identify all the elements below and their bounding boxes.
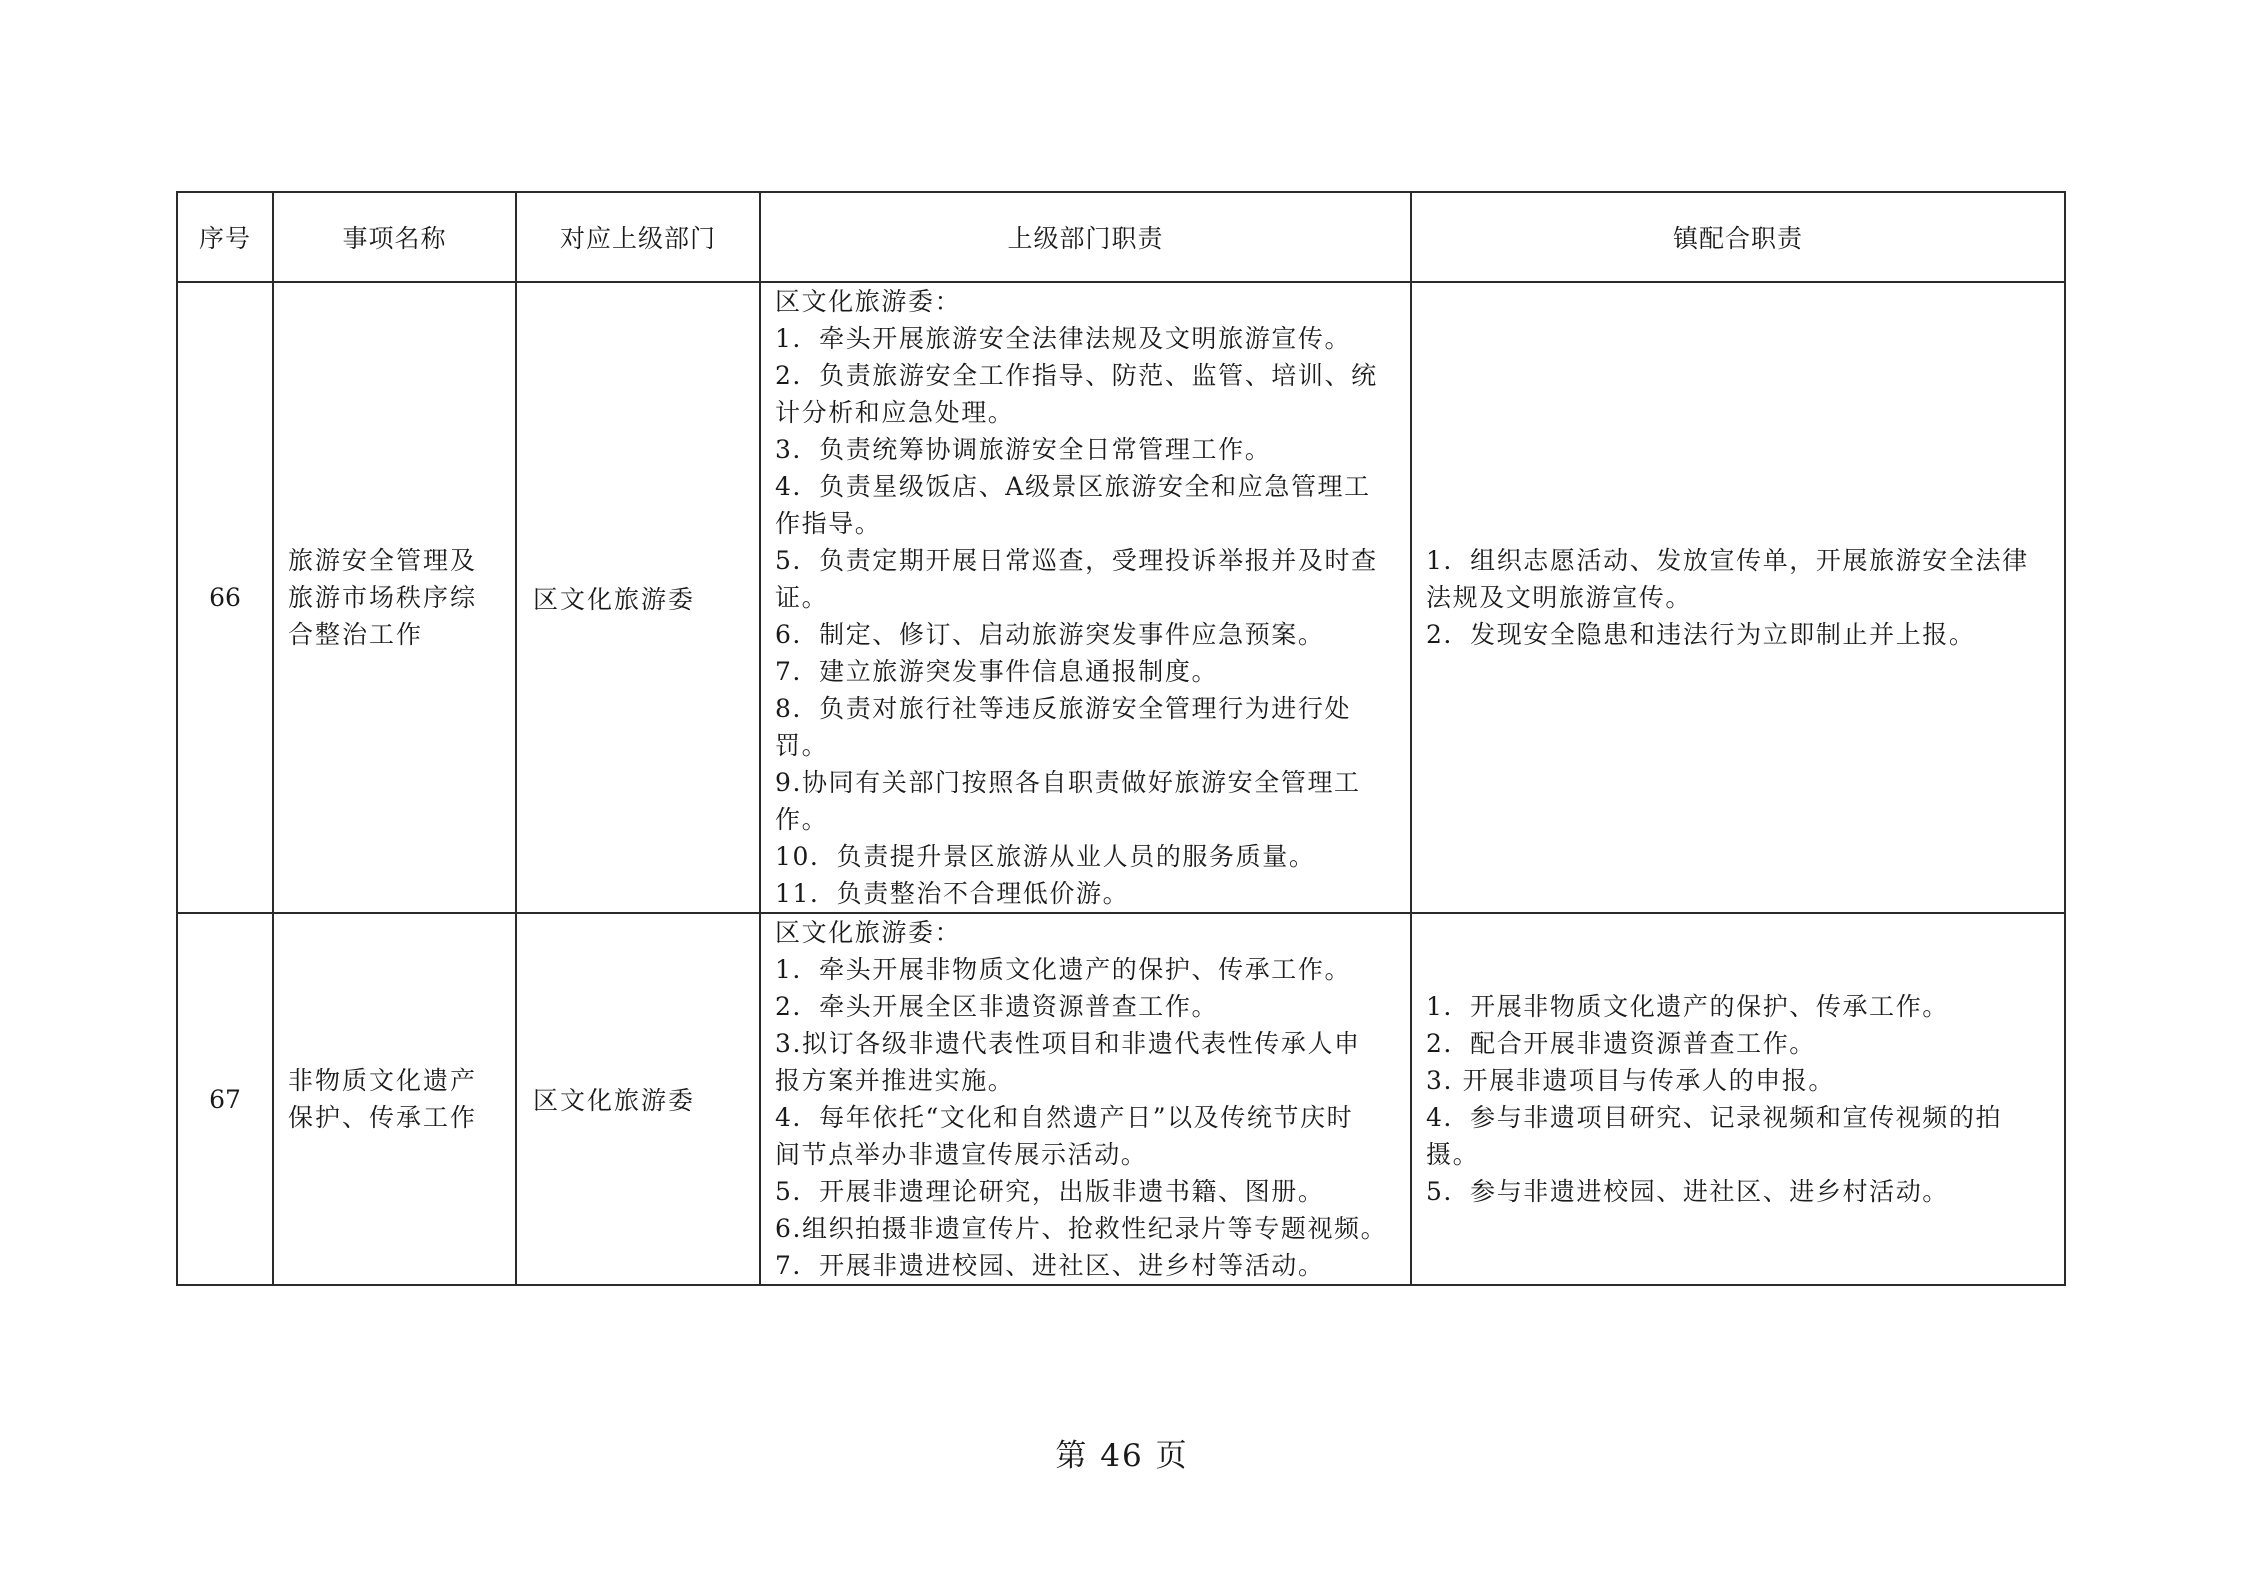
duty-line: 6．制定、修订、启动旅游突发事件应急预案。 <box>775 620 1325 649</box>
duty-line: 报方案并推进实施。 <box>775 1066 1015 1095</box>
page-number: 第 46 页 <box>1055 1438 1189 1474</box>
duty-line: 11．负责整治不合理低价游。 <box>775 879 1130 908</box>
table-row <box>177 282 2065 913</box>
item-name-line: 旅游市场秩序综 <box>288 583 478 612</box>
duty-line: 间节点举办非遗宣传展示活动。 <box>775 1140 1148 1169</box>
duty-line: 2．负责旅游安全工作指导、防范、监管、培训、统 <box>775 361 1378 390</box>
table-row <box>177 913 2065 1285</box>
header-upper-dept: 对应上级部门 <box>516 192 760 282</box>
duty-line: 7．开展非遗进校园、进社区、进乡村等活动。 <box>775 1251 1325 1280</box>
duty-line: 2．发现安全隐患和违法行为立即制止并上报。 <box>1426 620 1976 649</box>
duty-line: 9.协同有关部门按照各自职责做好旅游安全管理工 <box>775 768 1361 797</box>
row-seq: 66 <box>177 282 273 913</box>
duty-line: 4．参与非遗项目研究、记录视频和宣传视频的拍 <box>1426 1103 2003 1132</box>
row-upper-duties <box>760 282 1411 913</box>
header-upper-duties: 上级部门职责 <box>760 192 1411 282</box>
duty-line: 区文化旅游委： <box>775 287 962 316</box>
duty-line: 法规及文明旅游宣传。 <box>1426 583 1693 612</box>
row-town-duties <box>1411 282 2065 913</box>
item-name-line: 合整治工作 <box>288 620 424 649</box>
item-name-line: 保护、传承工作 <box>288 1103 478 1132</box>
duty-line: 1．开展非物质文化遗产的保护、传承工作。 <box>1426 992 1949 1021</box>
duty-table <box>176 191 2066 1286</box>
duty-line: 7．建立旅游突发事件信息通报制度。 <box>775 657 1219 686</box>
row-upper-duties <box>760 913 1411 1285</box>
item-name-line: 旅游安全管理及 <box>288 546 478 575</box>
duty-line: 1．牵头开展非物质文化遗产的保护、传承工作。 <box>775 955 1352 984</box>
duty-line: 10．负责提升景区旅游从业人员的服务质量。 <box>775 842 1316 871</box>
header-town-duties: 镇配合职责 <box>1411 192 2065 282</box>
duty-line: 1．牵头开展旅游安全法律法规及文明旅游宣传。 <box>775 324 1352 353</box>
duty-line: 1．组织志愿活动、发放宣传单，开展旅游安全法律 <box>1426 546 2029 575</box>
row-seq: 67 <box>177 913 273 1285</box>
duty-line: 3．负责统筹协调旅游安全日常管理工作。 <box>775 435 1272 464</box>
duty-line: 证。 <box>775 583 829 612</box>
duty-line: 3. 开展非遗项目与传承人的申报。 <box>1426 1066 1836 1095</box>
duty-line: 8．负责对旅行社等违反旅游安全管理行为进行处 <box>775 694 1352 723</box>
duty-line: 4．每年依托“文化和自然遗产日”以及传统节庆时 <box>775 1103 1354 1132</box>
duty-line: 计分析和应急处理。 <box>775 398 1015 427</box>
row-town-duties <box>1411 913 2065 1285</box>
item-name-line: 非物质文化遗产 <box>288 1066 478 1095</box>
duty-line: 罚。 <box>775 731 829 760</box>
duty-line: 3.拟订各级非遗代表性项目和非遗代表性传承人申 <box>775 1029 1361 1058</box>
header-item-name: 事项名称 <box>273 192 516 282</box>
duty-line: 作。 <box>775 805 829 834</box>
duty-line: 5．负责定期开展日常巡查，受理投诉举报并及时查 <box>775 546 1378 575</box>
duty-line: 4．负责星级饭店、A级景区旅游安全和应急管理工 <box>775 472 1371 501</box>
duty-line: 5．参与非遗进校园、进社区、进乡村活动。 <box>1426 1177 1949 1206</box>
row-upper-dept: 区文化旅游委 <box>516 282 760 913</box>
duty-line: 2．牵头开展全区非遗资源普查工作。 <box>775 992 1219 1021</box>
duty-line: 作指导。 <box>775 509 882 538</box>
row-item-name <box>273 282 516 913</box>
row-item-name <box>273 913 516 1285</box>
duty-line: 5．开展非遗理论研究，出版非遗书籍、图册。 <box>775 1177 1325 1206</box>
duty-line: 2．配合开展非遗资源普查工作。 <box>1426 1029 1816 1058</box>
duty-line: 区文化旅游委： <box>775 918 962 947</box>
duty-line: 摄。 <box>1426 1140 1480 1169</box>
duty-line: 6.组织拍摄非遗宣传片、抢救性纪录片等专题视频。 <box>775 1214 1388 1243</box>
header-seq: 序号 <box>177 192 273 282</box>
table-header-row <box>177 192 2065 282</box>
row-upper-dept: 区文化旅游委 <box>516 913 760 1285</box>
